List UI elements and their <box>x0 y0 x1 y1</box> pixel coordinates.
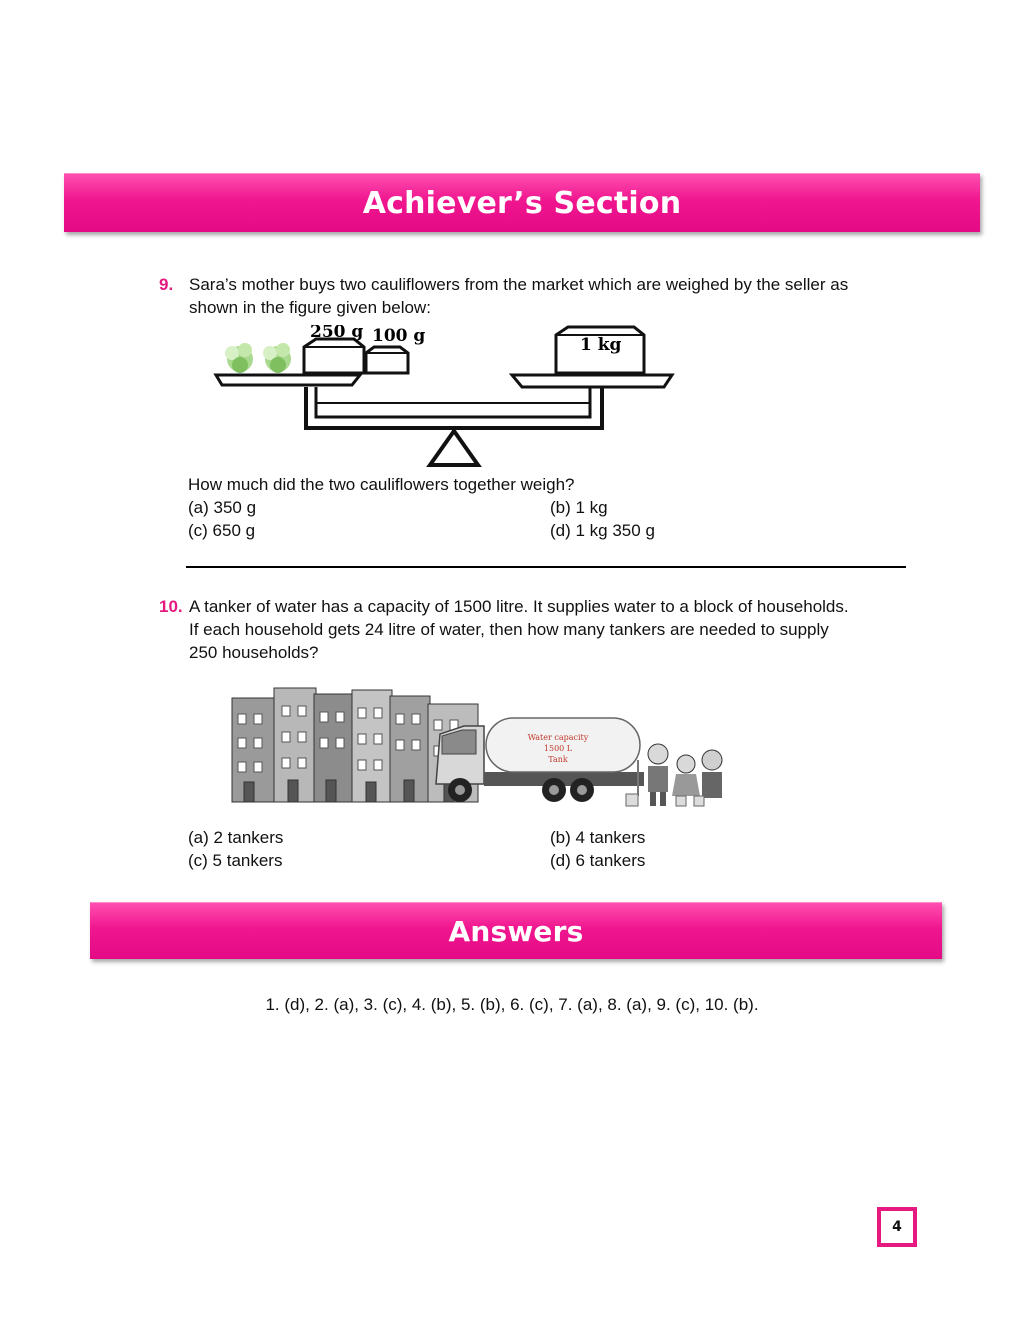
tank-label: Water capacity <box>527 733 589 742</box>
question-number: 10. <box>159 597 183 616</box>
question-text-line: A tanker of water has a capacity of 1500 litre. It supplies water to a block of households. <box>189 597 849 616</box>
option-c: (c) 5 tankers <box>188 851 283 870</box>
balance-scale-figure <box>212 325 682 473</box>
tanker-figure <box>228 684 734 812</box>
weight-100g <box>366 347 408 373</box>
answers-banner <box>90 902 942 959</box>
right-pan <box>512 375 672 387</box>
section-banner <box>64 173 980 232</box>
tanker-truck <box>436 718 644 802</box>
question-prompt: How much did the two cauliflowers together weigh? <box>188 475 575 494</box>
weight-label: 100 g <box>372 326 426 346</box>
cauliflower-icon <box>225 343 253 373</box>
option-b: (b) 1 kg <box>550 498 608 517</box>
question-number: 9. <box>159 275 174 294</box>
tank-label: 1500 L <box>543 744 573 753</box>
option-a: (a) 350 g <box>188 498 257 517</box>
fulcrum <box>430 431 478 465</box>
weight-label: 1 kg <box>580 335 622 355</box>
answers-title: Answers <box>448 914 584 948</box>
divider <box>186 566 906 568</box>
option-b: (b) 4 tankers <box>550 828 646 847</box>
tank-label: Tank <box>548 755 568 764</box>
question-text-line: 250 households? <box>189 643 319 662</box>
question-text-line: Sara’s mother buys two cauliflowers from the market which are weighed by the seller as <box>189 275 849 294</box>
answers-list: 1. (d), 2. (a), 3. (c), 4. (b), 5. (b), 6. (c), 7. (a), 8. (a), 9. (c), 10. (b). <box>265 995 759 1014</box>
option-d: (d) 1 kg 350 g <box>550 521 655 540</box>
left-pan <box>216 375 360 385</box>
weight-250g <box>304 339 364 373</box>
section-title: Achiever’s Section <box>362 185 682 221</box>
weight-label: 250 g <box>310 325 364 342</box>
question-text-line: If each household gets 24 litre of water, then how many tankers are needed to supply <box>189 620 829 639</box>
question-text-line: shown in the figure given below: <box>189 298 431 317</box>
option-d: (d) 6 tankers <box>550 851 646 870</box>
option-a: (a) 2 tankers <box>188 828 284 847</box>
question-9 <box>159 274 919 317</box>
option-c: (c) 650 g <box>188 521 256 540</box>
question-10 <box>159 596 919 662</box>
page-number: 4 <box>877 1207 917 1247</box>
cauliflower-icon <box>263 343 291 373</box>
